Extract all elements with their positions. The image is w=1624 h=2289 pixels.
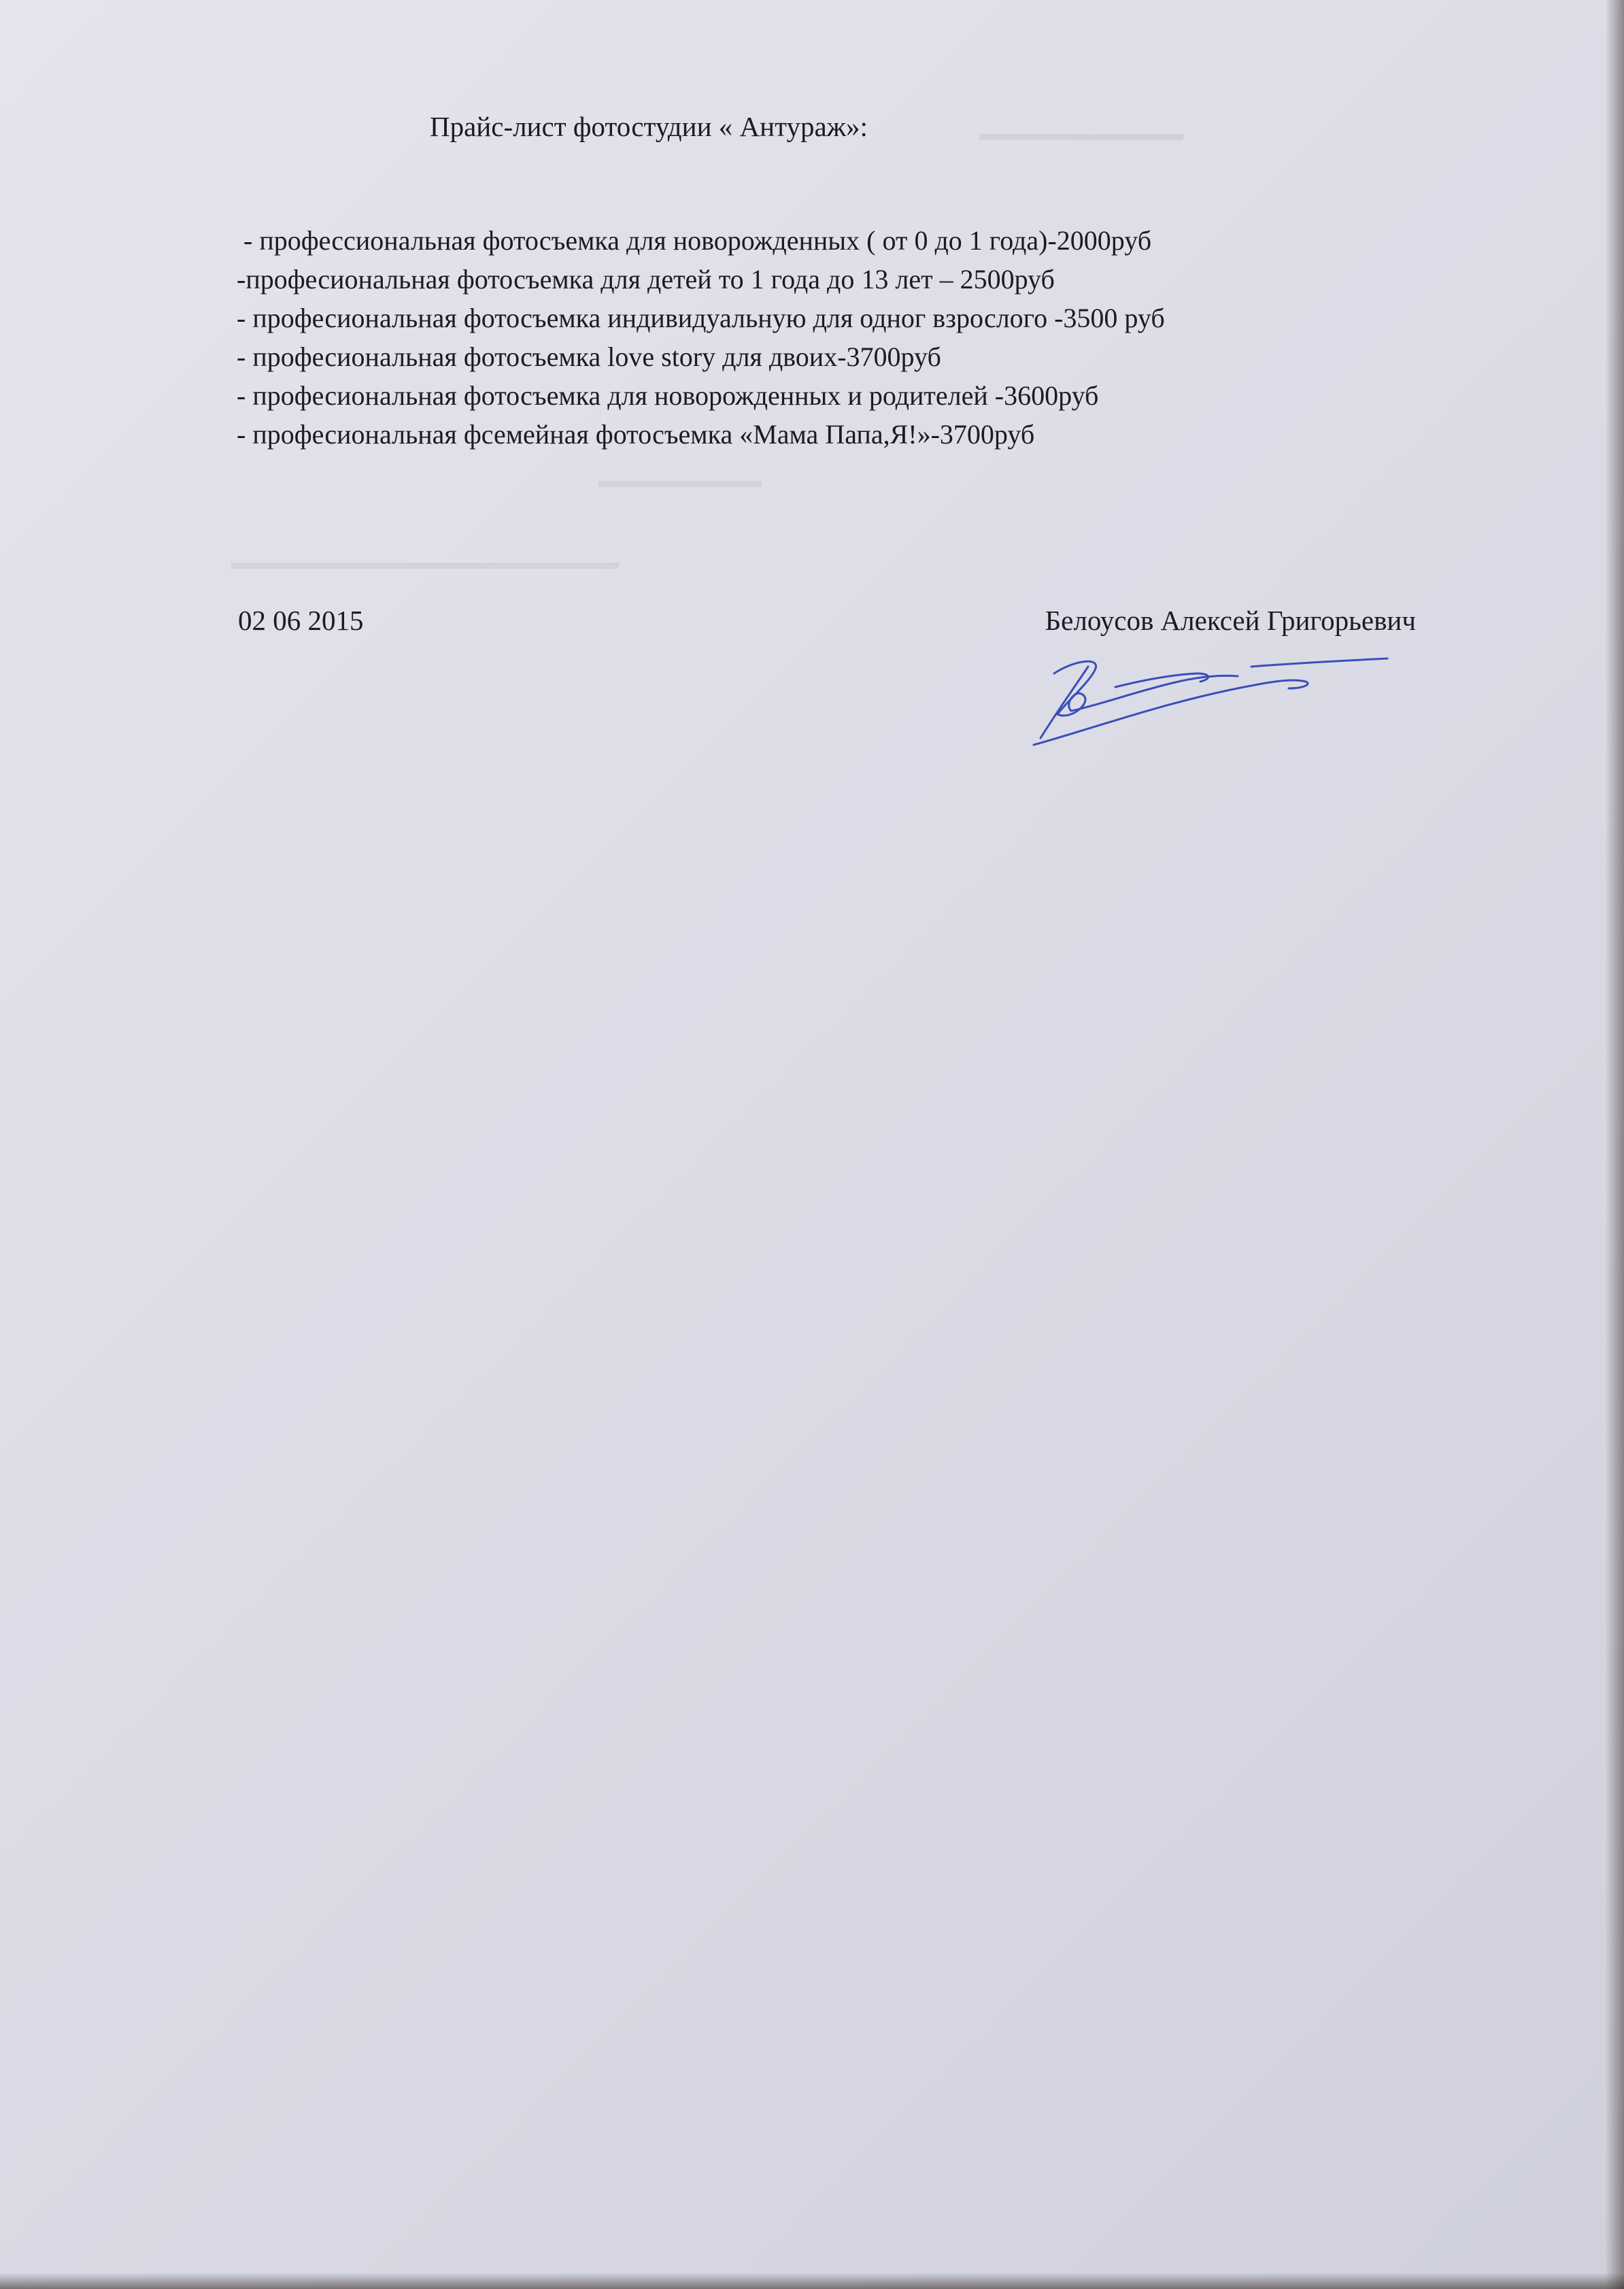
price-item-family: - професиональная фсемейная фотосъемка «Мама Папа,Я!»-3700руб — [237, 419, 1035, 450]
page-edge-shadow — [0, 2273, 1624, 2289]
price-list — [237, 221, 1165, 454]
show-through-text: ▬▬▬▬▬▬▬▬ — [598, 469, 762, 492]
price-item-newborn-parents: - професиональная фотосъемка для новорожденных и родителей -3600руб — [237, 380, 1099, 411]
price-item-individual-adult: - професиональная фотосъемка индивидуальную для одног взрослого -3500 руб — [237, 303, 1165, 333]
show-through-text: ▬▬▬▬▬▬▬▬▬▬▬▬▬▬▬▬▬▬▬ — [231, 551, 619, 573]
signature-icon — [993, 646, 1401, 755]
signer-name: Белоусов Алексей Григорьевич — [1045, 605, 1416, 636]
price-item-love-story: - професиональная фотосъемка love story для двоих-3700руб — [237, 341, 941, 372]
document-title: Прайс-лист фотостудии « Антураж»: — [430, 111, 868, 142]
show-through-text: ▬▬▬▬▬▬▬▬▬▬ — [979, 122, 1183, 145]
price-item-children: -професиональная фотосъемка для детей то 1 года до 13 лет – 2500руб — [237, 264, 1055, 295]
page-edge-shadow — [1605, 0, 1624, 2289]
price-item-newborn: - профессиональная фотосъемка для новорожденных ( от 0 до 1 года)-2000руб — [243, 225, 1152, 256]
document-date: 02 06 2015 — [238, 605, 364, 636]
